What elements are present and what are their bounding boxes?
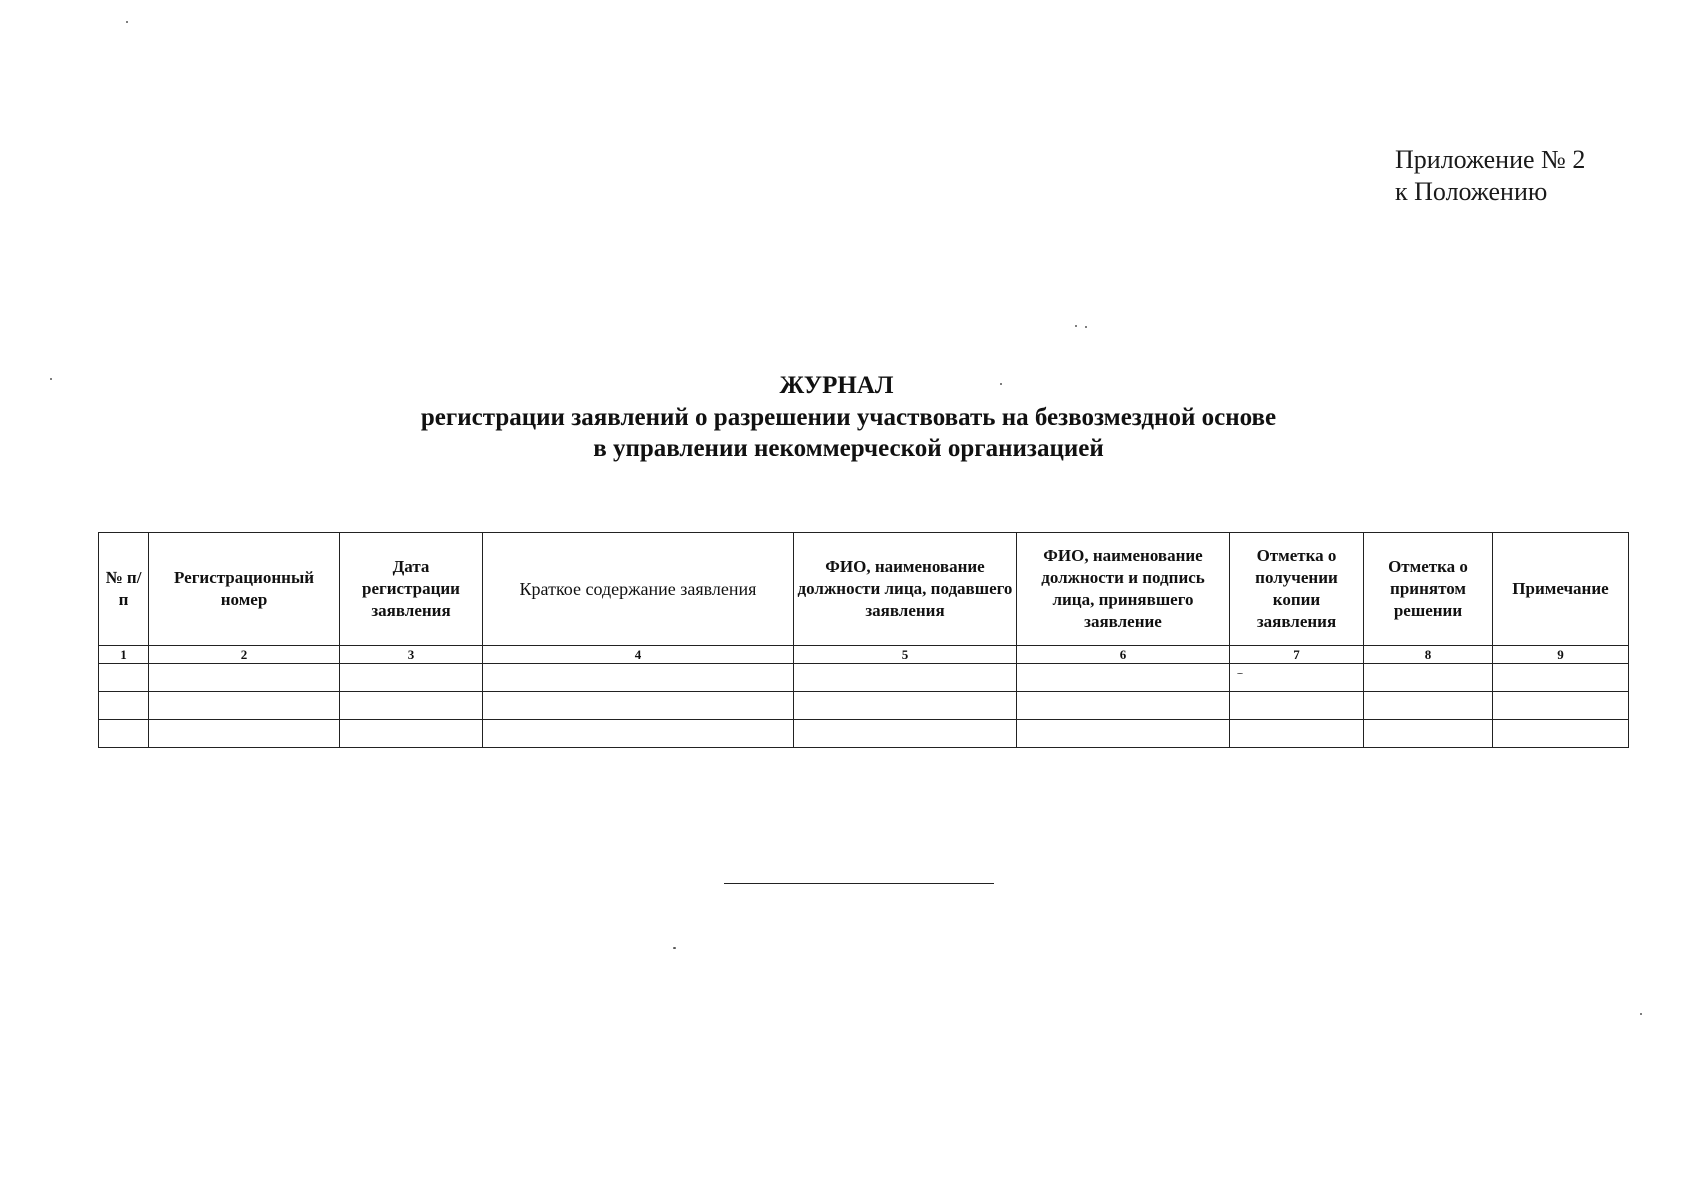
table-cell bbox=[99, 720, 149, 748]
col-header-note: Примечание bbox=[1493, 533, 1629, 646]
table-cell bbox=[1017, 692, 1230, 720]
scan-speck bbox=[673, 947, 676, 949]
table-header-row bbox=[99, 533, 1629, 646]
journal-table bbox=[98, 532, 1629, 748]
table-cell bbox=[1493, 692, 1629, 720]
column-number: 6 bbox=[1017, 646, 1230, 664]
title-main: ЖУРНАЛ bbox=[779, 372, 894, 399]
table-cell bbox=[1493, 720, 1629, 748]
table-cell bbox=[794, 664, 1017, 692]
table-cell bbox=[1230, 720, 1364, 748]
table-cell bbox=[1230, 692, 1364, 720]
table-cell bbox=[483, 664, 794, 692]
title-subtitle-line1: регистрации заявлений о разрешении участвовать на безвозмездной основе bbox=[420, 404, 1277, 431]
table-cell bbox=[340, 720, 483, 748]
column-number: 7 bbox=[1230, 646, 1364, 664]
column-number: 1 bbox=[99, 646, 149, 664]
col-header-registration-date: Дата регистрации заявления bbox=[340, 533, 483, 646]
appendix-to-regulation: к Положению bbox=[1395, 177, 1548, 206]
column-number: 2 bbox=[149, 646, 340, 664]
col-header-copy-received: Отметка о получении копии заявления bbox=[1230, 533, 1364, 646]
appendix-reference bbox=[1395, 144, 1585, 208]
scan-speck bbox=[50, 378, 52, 380]
table-cell bbox=[794, 692, 1017, 720]
column-number: 5 bbox=[794, 646, 1017, 664]
table-cell bbox=[99, 692, 149, 720]
table-cell bbox=[1017, 720, 1230, 748]
table-cell bbox=[99, 664, 149, 692]
table-row bbox=[99, 720, 1629, 748]
table-row bbox=[99, 692, 1629, 720]
table-cell bbox=[149, 720, 340, 748]
table-cell bbox=[483, 720, 794, 748]
column-number: 3 bbox=[340, 646, 483, 664]
table-cell bbox=[794, 720, 1017, 748]
table-cell bbox=[1364, 664, 1493, 692]
scan-speck bbox=[1640, 1013, 1642, 1015]
col-header-decision: Отметка о принятом решении bbox=[1364, 533, 1493, 646]
column-number-row bbox=[99, 646, 1629, 664]
column-number: 8 bbox=[1364, 646, 1493, 664]
column-number: 9 bbox=[1493, 646, 1629, 664]
column-number: 4 bbox=[483, 646, 794, 664]
table-cell bbox=[340, 664, 483, 692]
table-cell bbox=[1364, 692, 1493, 720]
table-cell bbox=[1364, 720, 1493, 748]
scan-speck bbox=[1085, 326, 1087, 328]
col-header-summary: Краткое содержание заявления bbox=[483, 533, 794, 646]
table-cell bbox=[483, 692, 794, 720]
table-cell bbox=[1017, 664, 1230, 692]
scan-speck bbox=[126, 21, 128, 23]
table-cell bbox=[340, 692, 483, 720]
document-title bbox=[0, 370, 1697, 464]
table-cell bbox=[1493, 664, 1629, 692]
closing-rule-line bbox=[724, 883, 994, 884]
table-cell bbox=[1230, 664, 1364, 692]
scan-speck bbox=[1075, 325, 1077, 327]
table-row bbox=[99, 664, 1629, 692]
col-header-receiver: ФИО, наименование должности и подпись лица, принявшего заявление bbox=[1017, 533, 1230, 646]
table-cell bbox=[149, 692, 340, 720]
title-subtitle-line2: в управлении некоммерческой организацией bbox=[593, 435, 1104, 462]
col-header-registration-number: Регистрационный номер bbox=[149, 533, 340, 646]
scan-speck bbox=[1000, 383, 1002, 385]
appendix-number: Приложение № 2 bbox=[1395, 145, 1586, 174]
col-header-number: № п/п bbox=[99, 533, 149, 646]
col-header-applicant: ФИО, наименование должности лица, подавшего заявления bbox=[794, 533, 1017, 646]
scan-speck bbox=[1237, 673, 1243, 674]
table-cell bbox=[149, 664, 340, 692]
